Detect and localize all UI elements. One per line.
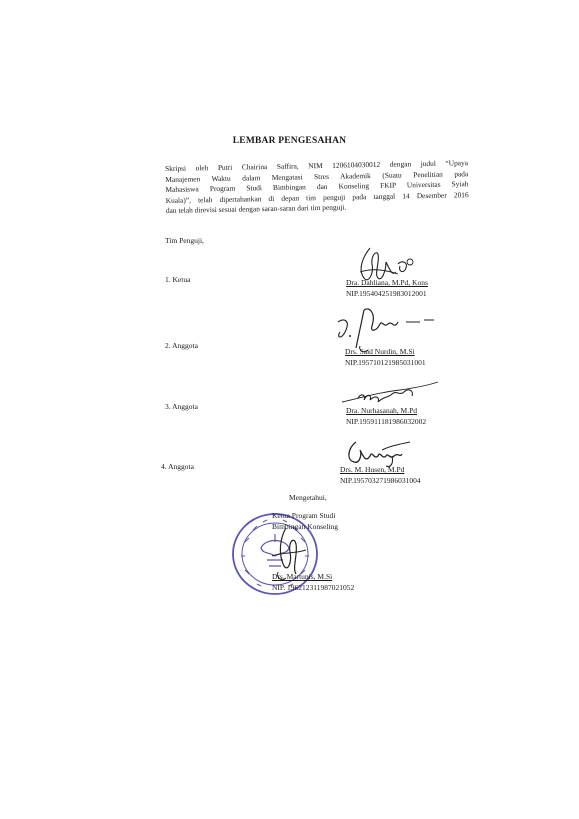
approval-position: Ketua Program Studi	[272, 511, 336, 520]
examiner-role: 3. Anggota	[165, 402, 198, 411]
approval-position: Bimbingan Konseling	[272, 522, 339, 531]
paragraph-line: dan telah direvisi sesuai dengan saran-saran dari tim penguji.	[165, 202, 347, 216]
examiner-name: Drs. M. Husen, M.Pd	[340, 465, 405, 474]
signature-anggota-2	[340, 378, 440, 408]
examiner-role: 4. Anggota	[161, 462, 194, 471]
examiner-role: 1. Ketua	[165, 275, 191, 284]
examiner-role: 2. Anggota	[165, 341, 198, 350]
approval-label: Mengetahui,	[289, 493, 327, 502]
examiner-name: Drs. Said Nurdin, M.Si	[345, 347, 415, 356]
examiner-nip: NIP.195404251983012001	[346, 289, 427, 298]
approval-paragraph	[165, 158, 469, 217]
examiner-nip: NIP.195911181986032002	[346, 417, 427, 426]
approval-nip: NIP. 196212311987021052	[272, 583, 355, 592]
approval-name: Drs. Martunis, M.Si	[272, 572, 333, 581]
team-label: Tim Penguji,	[165, 236, 204, 245]
examiner-name: Dra. Dahliana, M.Pd, Kons	[346, 278, 428, 287]
examiner-nip: NIP.195703271986031004	[340, 476, 421, 485]
paragraph-line: Skripsi oleh Putri Chairina Saffira, NIM 1206104030012 dengan judul “Upaya	[165, 158, 469, 173]
paragraph-line: Mahasiswa Program Studi Bimbingan dan Konseling FKIP Universitas Syiah	[165, 179, 469, 195]
paragraph-line: Manajemen Waktu dalam Mengatasi Stres Akademik (Suatu Penelitian pada	[165, 168, 469, 184]
examiner-name: Dra. Nurhasanah, M.Pd	[346, 406, 418, 415]
page-title: LEMBAR PENGESAHAN	[232, 136, 347, 146]
paragraph-line: Kuala)”, telah dipertahankan di depan tim penguji pada tanggal 14 Desember 2016	[165, 189, 469, 205]
examiner-nip: NIP.195710121985031001	[345, 358, 426, 367]
